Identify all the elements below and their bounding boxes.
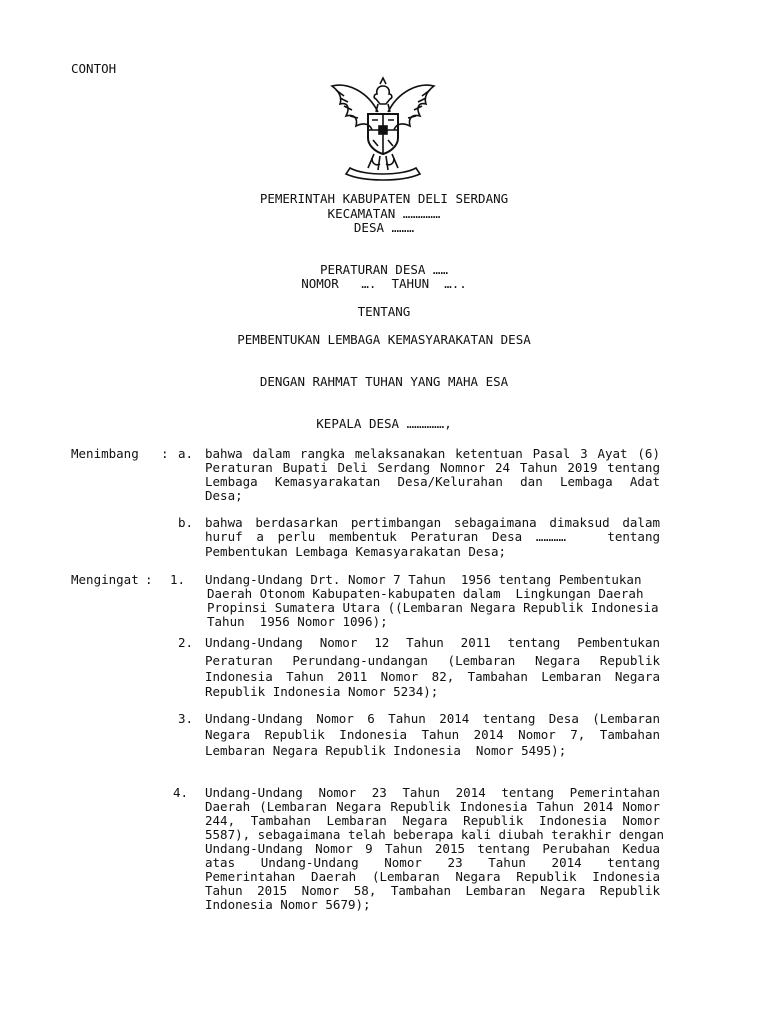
menimbang-colon: : <box>161 446 169 461</box>
kepala-desa-heading: KEPALA DESA ……………, <box>316 416 452 431</box>
garuda-emblem-icon <box>328 72 438 182</box>
subject-heading: PEMBENTUKAN LEMBAGA KEMASYARAKATAN DESA <box>237 332 531 347</box>
menimbang-b-line: Pembentukan Lembaga Kemasyarakatan Desa; <box>205 544 507 559</box>
regulation-title: PERATURAN DESA …… <box>320 262 448 277</box>
mengingat-2-line: Indonesia Tahun 2011 Nomor 82, Tambahan Lembaran Negara <box>205 669 660 684</box>
mengingat-4-line: Pemerintahan Daerah (Lembaran Negara Republik Indonesia <box>205 869 660 884</box>
mengingat-3-line: Negara Republik Indonesia Tahun 2014 Nomor 7, Tambahan <box>205 727 660 742</box>
mengingat-1-line: Propinsi Sumatera Utara ((Lembaran Negara Republik Indonesia <box>207 600 659 615</box>
menimbang-a-marker: a. <box>178 446 194 461</box>
mengingat-3-line: Lembaran Negara Republik Indonesia Nomor 5495); <box>205 743 567 758</box>
mengingat-colon: : <box>145 572 153 587</box>
rahmat-heading: DENGAN RAHMAT TUHAN YANG MAHA ESA <box>259 374 509 389</box>
mengingat-3-line: Undang-Undang Nomor 6 Tahun 2014 tentang Desa (Lembaran <box>205 711 660 726</box>
menimbang-a-line: Lembaga Kemasyarakatan Desa/Kelurahan dan Lembaga Adat <box>205 474 660 489</box>
contoh-label: CONTOH <box>71 61 117 76</box>
menimbang-a-line: Peraturan Bupati Deli Serdang Nomnor 24 Tahun 2019 tentang <box>205 460 660 475</box>
mengingat-4-line: 5587), sebagaimana telah beberapa kali diubah terakhir dengan <box>205 827 665 842</box>
tentang-heading: TENTANG <box>357 304 411 319</box>
menimbang-b-line: bahwa berdasarkan pertimbangan sebagaimana dimaksud dalam <box>205 515 660 530</box>
mengingat-4-line: Undang-Undang Nomor 9 Tahun 2015 tentang Perubahan Kedua <box>205 841 660 856</box>
gov-line-3: DESA ……… <box>353 220 415 235</box>
mengingat-label: Mengingat <box>71 572 139 587</box>
mengingat-2-line: Peraturan Perundang-undangan (Lembaran Negara Republik <box>205 653 660 668</box>
menimbang-b-line: huruf a perlu membentuk Peraturan Desa ………… tentang <box>205 529 660 544</box>
mengingat-4-line: Indonesia Nomor 5679); <box>205 897 371 912</box>
menimbang-a-line: Desa; <box>205 488 243 503</box>
menimbang-b-marker: b. <box>178 515 194 530</box>
gov-line-1: PEMERINTAH KABUPATEN DELI SERDANG <box>259 191 509 206</box>
mengingat-4-line: Tahun 2015 Nomor 58, Tambahan Lembaran Negara Republik <box>205 883 660 898</box>
regulation-number: NOMOR …. TAHUN ….. <box>301 276 467 291</box>
mengingat-4-marker: 4. <box>173 785 189 800</box>
mengingat-4-line: atas Undang-Undang Nomor 23 Tahun 2014 tentang <box>205 855 660 870</box>
mengingat-3-marker: 3. <box>178 711 194 726</box>
menimbang-label: Menimbang <box>71 446 139 461</box>
mengingat-4-line: 244, Tambahan Lembaran Negara Republik Indonesia Nomor <box>205 813 660 828</box>
menimbang-a-line: bahwa dalam rangka melaksanakan ketentuan Pasal 3 Ayat (6) <box>205 446 660 461</box>
mengingat-1-line: Undang-Undang Drt. Nomor 7 Tahun 1956 tentang Pembentukan <box>205 572 642 587</box>
mengingat-1-line: Daerah Otonom Kabupaten-kabupaten dalam Lingkungan Daerah <box>207 586 644 601</box>
gov-line-2: KECAMATAN …………… <box>327 206 441 221</box>
mengingat-1-marker: 1. <box>170 572 186 587</box>
mengingat-1-line: Tahun 1956 Nomor 1096); <box>207 614 388 629</box>
mengingat-2-marker: 2. <box>178 635 194 650</box>
mengingat-4-line: Daerah (Lembaran Negara Republik Indonesia Tahun 2014 Nomor <box>205 799 660 814</box>
mengingat-4-line: Undang-Undang Nomor 23 Tahun 2014 tentang Pemerintahan <box>205 785 660 800</box>
mengingat-2-line: Undang-Undang Nomor 12 Tahun 2011 tentang Pembentukan <box>205 635 660 650</box>
mengingat-2-line: Republik Indonesia Nomor 5234); <box>205 684 439 699</box>
